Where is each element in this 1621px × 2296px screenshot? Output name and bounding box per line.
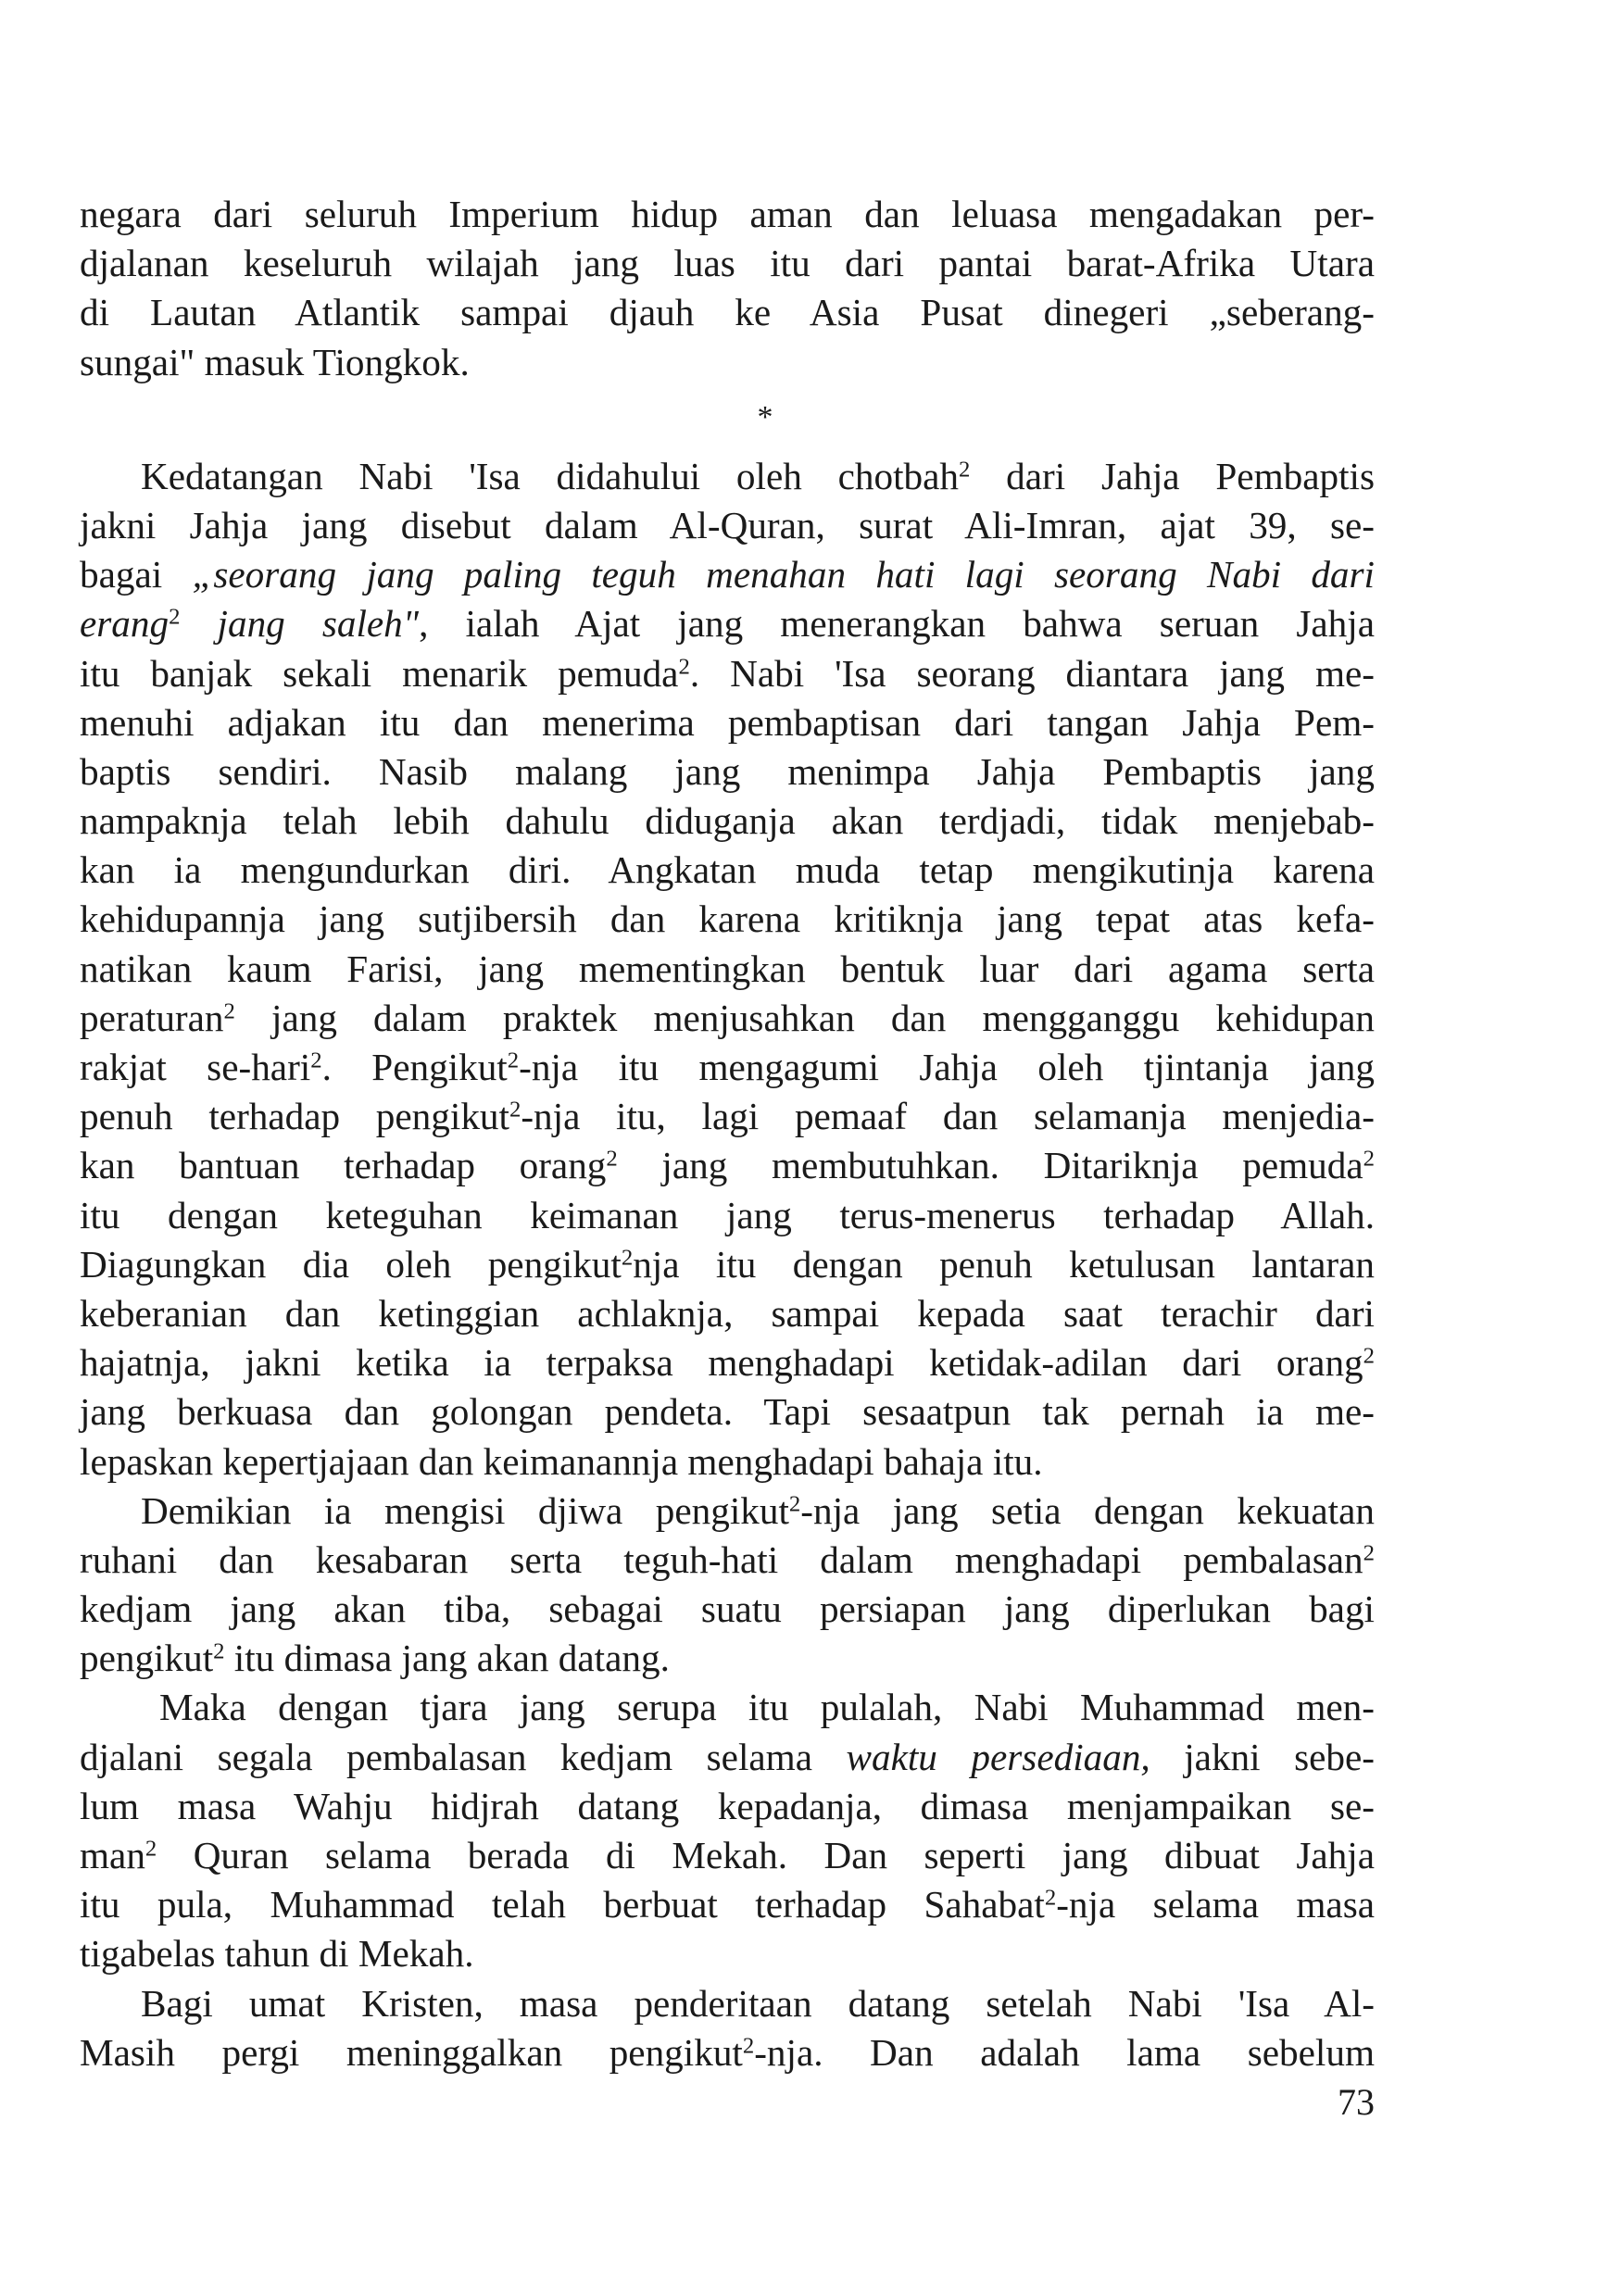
text-line: man$^2$ Quran selama berada di Mekah. Dan seperti jang dibuat Jahja <box>80 1834 1375 1876</box>
text-line: kehidupannja jang sutjibersih dan karena kritiknja jang tepat atas kefa- <box>80 897 1375 941</box>
text-line: djalanan keseluruh wilajah jang luas itu dari pantai barat-Afrika Utara <box>80 242 1375 285</box>
paragraph-1 <box>80 190 1375 387</box>
text-line: di Lautan Atlantik sampai djauh ke Asia Pusat dinegeri „seberang- <box>80 291 1375 334</box>
text-line: itu dengan keteguhan keimanan jang terus-menerus terhadap Allah. <box>80 1193 1375 1236</box>
page-body <box>80 190 1375 2077</box>
text-line: pengikut$^2$ itu dimasa jang akan datang. <box>80 1637 670 1680</box>
paragraph-2 <box>80 452 1375 1487</box>
page-number: 73 <box>1338 2081 1375 2123</box>
text-line: bagai „seorang jang paling teguh menahan hati lagi seorang Nabi dari <box>80 553 1375 596</box>
text-line: Masih pergi meninggalkan pengikut$^2$-nja. Dan adalah lama sebelum <box>80 2030 1375 2074</box>
text-line: Bagi umat Kristen, masa penderitaan datang setelah Nabi 'Isa Al- <box>141 1981 1375 2025</box>
text-line: Maka dengan tjara jang serupa itu pulalah, Nabi Muhammad men- <box>159 1686 1375 1729</box>
text-line: keberanian dan ketinggian achlaknja, sampai kepada saat terachir dari <box>80 1291 1375 1335</box>
text-line: rakjat se-hari$^2$. Pengikut$^2$-nja itu mengagumi Jahja oleh tjintanja jang <box>80 1046 1375 1088</box>
text-line: sungai" masuk Tiongkok. <box>80 340 470 383</box>
paragraph-5 <box>80 1979 1375 2077</box>
text-line: jakni Jahja jang disebut dalam Al-Quran, surat Ali-Imran, ajat 39, se- <box>80 503 1375 546</box>
text-line: erang$^2$ jang saleh", ialah Ajat jang menerangkan bahwa seruan Jahja <box>80 602 1375 646</box>
text-line: jang berkuasa dan golongan pendeta. Tapi sesaatpun tak pernah ia me- <box>80 1390 1375 1434</box>
paragraph-3 <box>80 1487 1375 1684</box>
text-line: baptis sendiri. Nasib malang jang menimpa Jahja Pembaptis jang <box>80 749 1375 793</box>
text-line: itu banjak sekali menarik pemuda$^2$. Nabi 'Isa seorang diantara jang me- <box>80 651 1375 695</box>
text-line: kedjam jang akan tiba, sebagai suatu persiapan jang diperlukan bagi <box>80 1587 1375 1631</box>
text-line: Kedatangan Nabi 'Isa didahului oleh chotbah$^2$ dari Jahja Pembaptis <box>141 454 1375 497</box>
text-line: natikan kaum Farisi, jang mementingkan bentuk luar dari agama serta <box>80 947 1375 990</box>
text-line: lum masa Wahju hidjrah datang kepadanja, dimasa menjampaikan se- <box>80 1784 1375 1827</box>
text-line: peraturan$^2$ jang dalam praktek menjusahkan dan mengganggu kehidupan <box>80 996 1375 1039</box>
text-line: Demikian ia mengisi djiwa pengikut$^2$-nja jang setia dengan kekuatan <box>141 1488 1375 1532</box>
text-line: hajatnja, jakni ketika ia terpaksa menghadapi ketidak-adilan dari orang$^2$ <box>80 1341 1375 1385</box>
section-separator: * <box>757 399 773 434</box>
text-line: kan ia mengundurkan diri. Angkatan muda tetap mengikutinja karena <box>80 848 1375 892</box>
text-line: lepaskan kepertjajaan dan keimanannja menghadapi bahaja itu. <box>80 1439 1043 1483</box>
text-line: itu pula, Muhammad telah berbuat terhadap Sahabat$^2$-nja selama masa <box>80 1883 1375 1926</box>
text-line: negara dari seluruh Imperium hidup aman dan leluasa mengadakan per- <box>80 193 1375 235</box>
text-line: ruhani dan kesabaran serta teguh-hati dalam menghadapi pembalasan$^2$ <box>80 1537 1375 1581</box>
text-line: menuhi adjakan itu dan menerima pembaptisan dari tangan Jahja Pem- <box>80 700 1375 744</box>
text-line: Diagungkan dia oleh pengikut$^2$nja itu dengan penuh ketulusan lantaran <box>80 1242 1375 1286</box>
text-line: nampaknja telah lebih dahulu diduganja akan terdjadi, tidak menjebab- <box>80 799 1375 843</box>
text-line: kan bantuan terhadap orang$^2$ jang membutuhkan. Ditariknja pemuda$^2$ <box>80 1144 1375 1187</box>
text-line: tigabelas tahun di Mekah. <box>80 1932 474 1976</box>
paragraph-4 <box>80 1683 1375 1978</box>
text-line: djalani segala pembalasan kedjam selama waktu persediaan, jakni sebe- <box>80 1735 1375 1778</box>
text-line: penuh terhadap pengikut$^2$-nja itu, lagi pemaaf dan selamanja menjedia- <box>80 1095 1375 1138</box>
